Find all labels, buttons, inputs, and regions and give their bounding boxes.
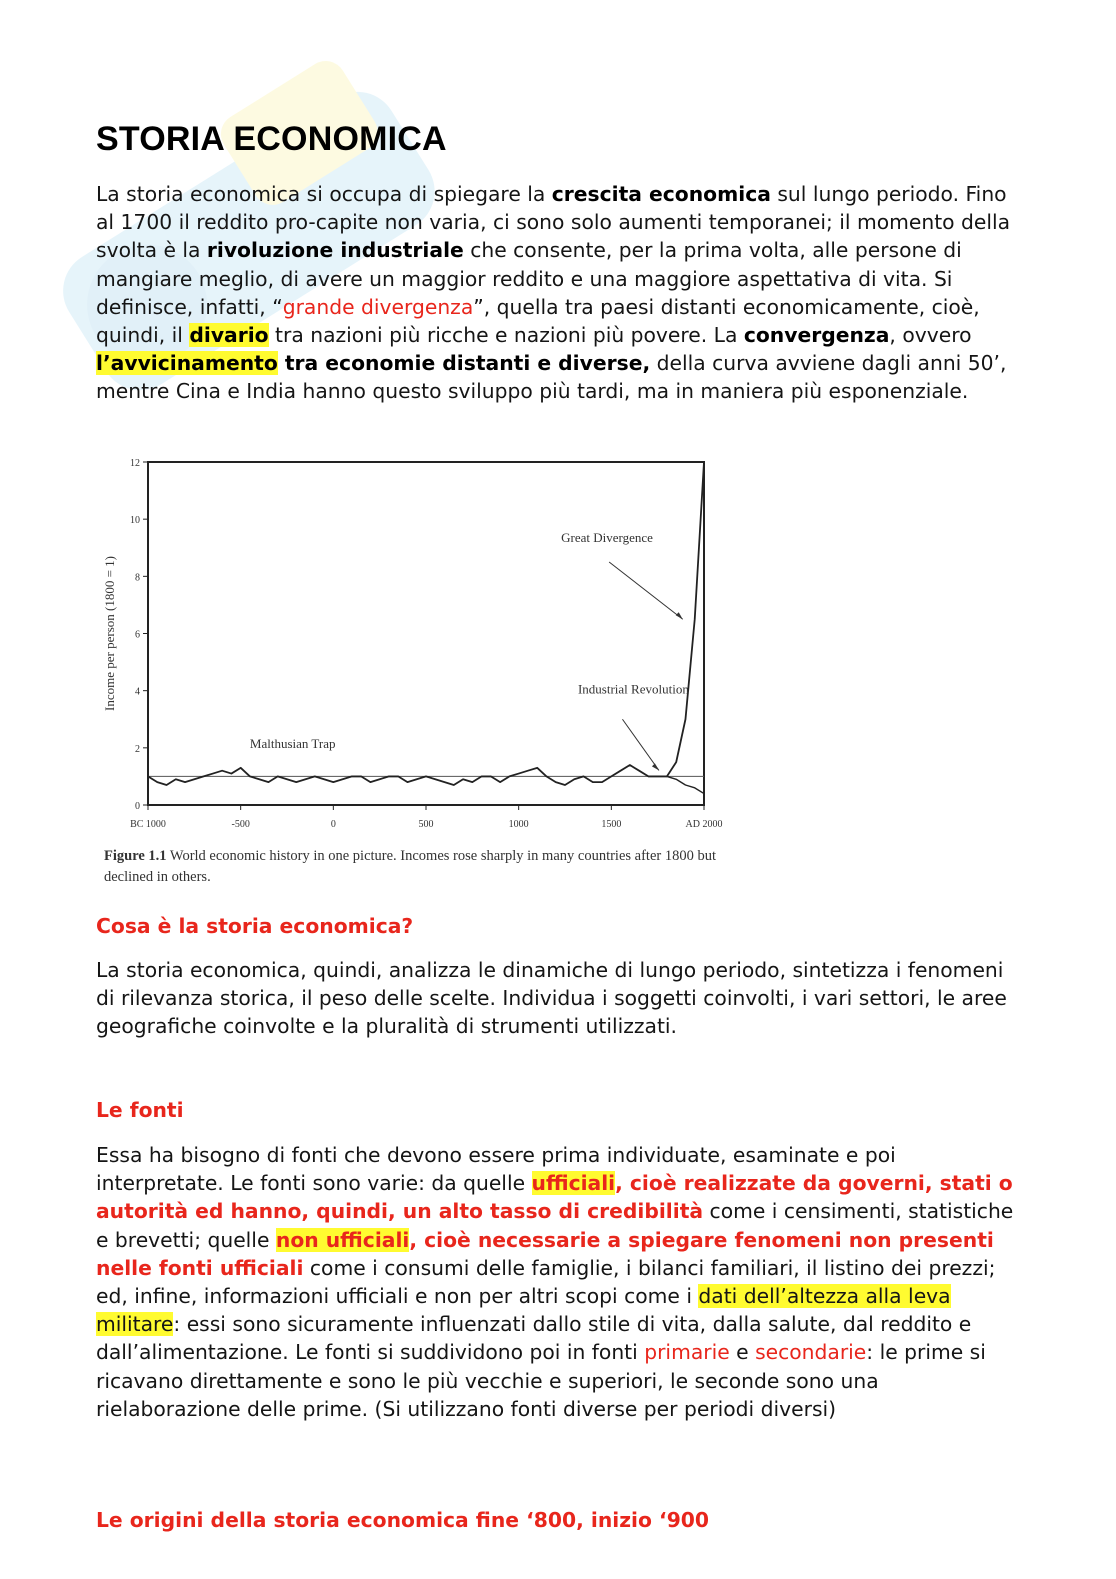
chart-svg (96, 450, 726, 850)
figure-label: Figure 1.1 (104, 848, 167, 864)
x-tick-label: 0 (330, 819, 336, 830)
y-tick-label: 12 (130, 458, 140, 469)
x-tick-label: 1000 (508, 819, 529, 830)
x-tick-label: BC 1000 (130, 819, 166, 830)
series-line-declining (667, 776, 704, 793)
x-tick-label: -500 (231, 819, 250, 830)
y-tick-label: 0 (135, 801, 140, 812)
y-axis-label: Income per person (1800 = 1) (102, 556, 117, 711)
arrow-great-divergence (609, 562, 683, 619)
y-tick-label: 6 (135, 629, 140, 641)
section-fonti-paragraph: Essa ha bisogno di fonti che devono essere prima individuate, esaminate e poi interpretate. Le fonti sono varie: da quelle ufficiali, cioè realizzate da governi, stati o autorità ed hanno, quindi, un alto tasso di credibilità come i censimenti, statistiche e brevetti; quelle non ufficiali, cioè necessarie a spiegare fenomeni non presenti nelle fonti ufficiali come i consumi delle famiglie, i bilanci familiari, il listino dei prezzi; ed, infine, informazioni ufficiali e non per altri scopi come i dati dell’altezza alla leva militare: essi sono sicuramente influenzati dallo stile di vita, dalla salute, dal reddito e dall’alimentazione. Le fonti si suddividono poi in fonti primarie e secondarie: le prime si ricavano direttamente e sono le più vecchie e superiori, le seconde sono una rielaborazione delle prime. (Si utilizzano fonti diverse per periodi diversi) (96, 1143, 1014, 1421)
arrow-industrial-revolution (622, 719, 658, 770)
annotation-malthusian-trap: Malthusian Trap (249, 735, 336, 751)
y-tick-label: 2 (135, 743, 140, 755)
section-heading-cosa: Cosa è la storia economica? (96, 914, 414, 938)
annotation-great-divergence: Great Divergence (561, 530, 653, 546)
y-tick-label: 8 (135, 572, 140, 584)
income-chart (96, 450, 726, 890)
chart-frame (148, 462, 704, 805)
series-line-income (148, 462, 704, 785)
annotation-industrial-revolution: Industrial Revolution (577, 681, 689, 697)
section-heading-fonti: Le fonti (96, 1098, 184, 1122)
figure-caption-text: World economic history in one picture. Incomes rose sharply in many countries after 1800 but declined in others. (104, 848, 716, 885)
y-tick-label: 4 (135, 686, 140, 698)
x-tick-label: 500 (418, 819, 434, 830)
intro-paragraph: La storia economica si occupa di spiegare la crescita economica sul lungo periodo. Fino al 1700 il reddito pro-capite non varia, ci sono solo aumenti temporanei; il momento della svolta è la rivoluzione industriale che consente, per la prima volta, alle persone di mangiare meglio, di avere un maggior reddito e una maggiore aspettativa di vita. Si definisce, infatti, “grande divergenza”, quella tra paesi distanti economicamente, cioè, quindi, il divario tra nazioni più ricche e nazioni più povere. La convergenza, ovvero l’avvicinamento tra economie distanti e diverse, della curva avviene dagli anni 50’, mentre Cina e India hanno questo sviluppo più tardi, ma in maniera più esponenziale. (96, 182, 1011, 404)
arrowhead-great-divergence (676, 612, 683, 619)
figure-caption (104, 846, 734, 888)
arrowhead-industrial-revolution (652, 763, 659, 770)
x-tick-label: 1500 (601, 819, 622, 830)
section-cosa-paragraph: La storia economica, quindi, analizza le dinamiche di lungo periodo, sintetizza i fenomeni di rilevanza storica, il peso delle scelte. Individua i soggetti coinvolti, i vari settori, le aree geografiche coinvolte e la pluralità di strumenti utilizzati. (96, 958, 1007, 1039)
x-tick-label: AD 2000 (685, 819, 723, 830)
y-tick-label: 10 (130, 515, 140, 527)
page-title: STORIA ECONOMICA (96, 120, 447, 158)
section-heading-origini: Le origini della storia economica fine ‘800, inizio ‘900 (96, 1508, 710, 1532)
